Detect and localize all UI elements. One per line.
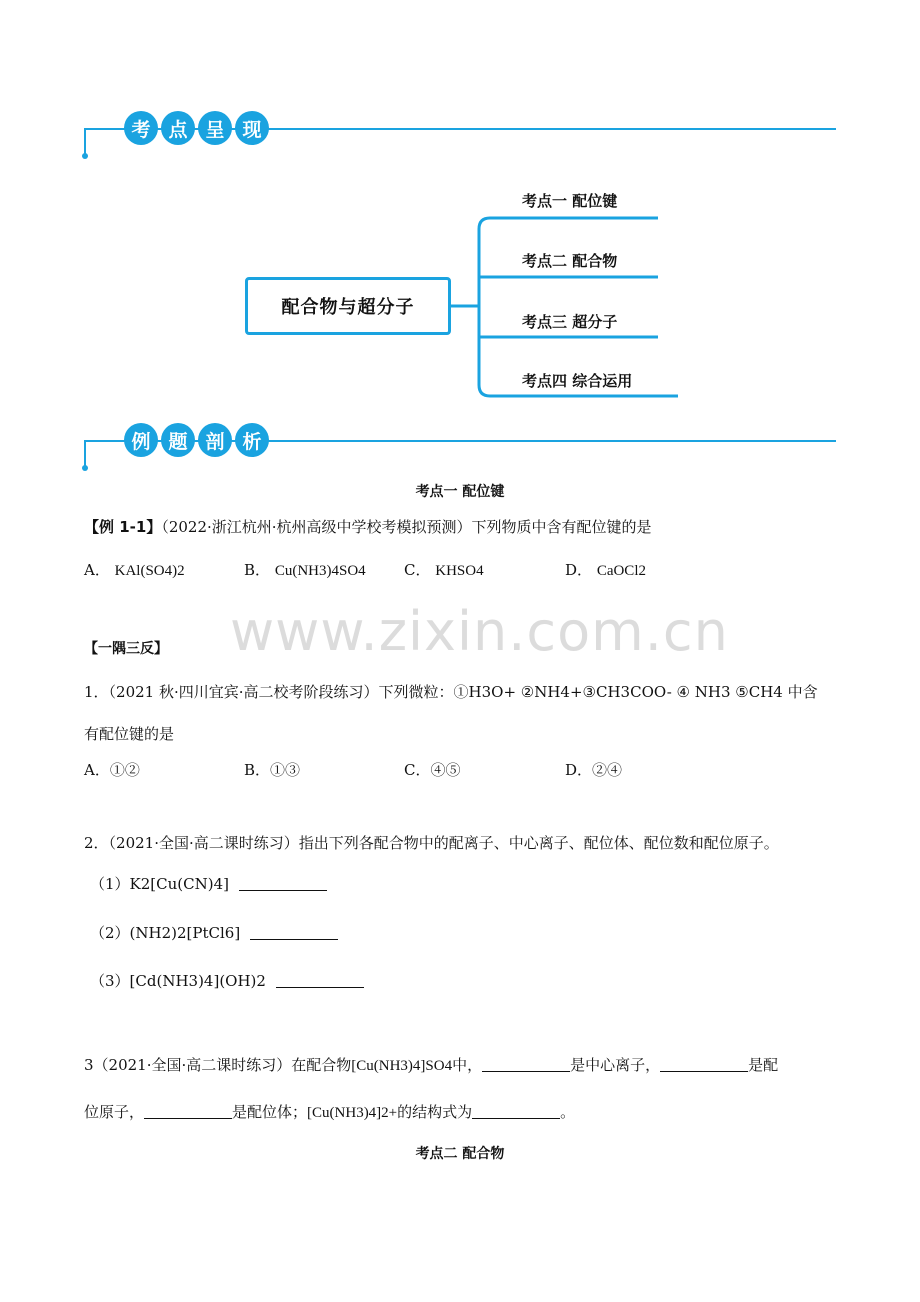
banner-char: 点 (161, 111, 195, 145)
answer-blank[interactable] (482, 1057, 570, 1072)
q2-item-3 (90, 970, 364, 991)
q2-item-text: （1）K2[Cu(CN)4] (90, 875, 229, 893)
example-option-a (84, 559, 185, 580)
section-title-2: 考点二 配合物 (415, 1146, 505, 1162)
banner-dot (82, 465, 88, 471)
section-title-1: 考点一 配位键 (415, 484, 505, 500)
q2-item-text: （2）(NH2)2[PtCl6] (90, 924, 241, 942)
example-option-c (404, 559, 484, 580)
option-formula: KAl(SO4)2 (114, 563, 185, 579)
answer-blank[interactable] (472, 1104, 560, 1119)
banner-line-vertical (84, 440, 86, 468)
watermark: www.zixin.com.cn (230, 600, 729, 663)
answer-blank[interactable] (250, 925, 338, 940)
mindmap-branch-4: 考点四 综合运用 (522, 372, 633, 390)
answer-blank[interactable] (144, 1104, 232, 1119)
example-option-b (244, 559, 366, 580)
option-formula: Cu(NH3)4SO4 (274, 563, 366, 579)
mindmap-center-node: 配合物与超分子 (245, 277, 451, 335)
q1-option-d: D．②④ (565, 761, 623, 779)
answer-blank[interactable] (239, 876, 327, 891)
q3-text: 是配 (748, 1056, 779, 1074)
q3-text: 的结构式为 (397, 1103, 473, 1121)
option-letter: D． (565, 561, 593, 579)
banner-char: 考 (124, 111, 158, 145)
q2-stem: 2．（2021·全国·高二课时练习）指出下列各配合物中的配离子、中心离子、配位体、配位数和配位原子。 (84, 834, 779, 852)
q3-text: 中， (452, 1056, 483, 1074)
banner-char: 呈 (198, 111, 232, 145)
q3-text: 是中心离子， (570, 1056, 661, 1074)
section-banner-examples (84, 430, 836, 480)
option-letter: A． (84, 561, 110, 579)
banner-char: 题 (161, 423, 195, 457)
q3-formula: [Cu(NH3)4]2+ (307, 1105, 398, 1121)
option-formula: CaOCl2 (596, 563, 646, 579)
answer-blank[interactable] (660, 1057, 748, 1072)
mindmap-branch-2: 考点二 配合物 (522, 252, 618, 270)
banner-char: 析 (235, 423, 269, 457)
q1-option-a: A．①② (84, 761, 140, 779)
q3-formula: [Cu(NH3)4]SO4 (351, 1058, 453, 1074)
banner-char: 例 (124, 423, 158, 457)
q1-line2: 有配位键的是 (84, 725, 175, 743)
q3-text: 3（2021·全国·高二课时练习）在配合物 (84, 1056, 352, 1074)
q3-text: 位原子， (84, 1103, 145, 1121)
q3-text: 是配位体； (232, 1103, 308, 1121)
option-formula: KHSO4 (435, 563, 484, 579)
option-letter: C． (404, 561, 431, 579)
mindmap-branch-3: 考点三 超分子 (522, 313, 618, 331)
q1-option-b: B．①③ (244, 761, 301, 779)
example-tag: 【例 1-1】 (84, 518, 162, 536)
mindmap-branch-1: 考点一 配位键 (522, 192, 618, 210)
option-letter: B． (244, 561, 271, 579)
banner-char: 现 (235, 111, 269, 145)
q1-option-c: C．④⑤ (404, 761, 461, 779)
q1-line1: 1．（2021 秋·四川宜宾·高二校考阶段练习）下列微粒：①H3O+ ②NH4+③CH3COO- ④ NH3 ⑤CH4 中含 (84, 683, 818, 701)
mindmap-connectors (0, 0, 920, 420)
q2-item-2 (90, 922, 338, 943)
banner-char: 剖 (198, 423, 232, 457)
answer-blank[interactable] (276, 973, 364, 988)
example-source: （2022·浙江杭州·杭州高级中学校考模拟预测）下列物质中含有配位键的是 (161, 518, 652, 536)
q2-item-1 (90, 873, 327, 894)
example-stem (84, 516, 652, 537)
q3-text: 。 (560, 1103, 576, 1121)
q3-line1 (84, 1054, 778, 1075)
example-option-d (565, 559, 646, 580)
q2-item-text: （3）[Cd(NH3)4](OH)2 (90, 972, 266, 990)
practice-tag: 【一隅三反】 (84, 641, 168, 657)
q3-line2 (84, 1101, 575, 1122)
